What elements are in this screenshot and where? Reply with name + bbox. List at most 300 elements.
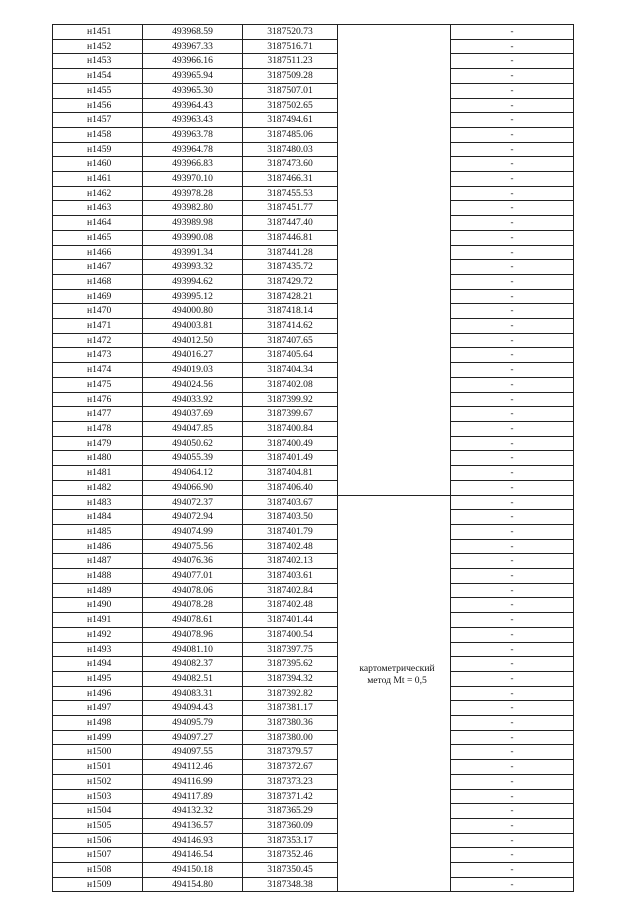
point-id-cell: н1491 [53, 613, 143, 628]
method-cell [338, 54, 451, 69]
y-coordinate-cell: 3187414.62 [243, 319, 338, 334]
table-row [53, 83, 574, 98]
table-row [53, 260, 574, 275]
point-id-cell: н1462 [53, 186, 143, 201]
point-id-cell: н1457 [53, 113, 143, 128]
x-coordinate-cell: 494012.50 [143, 333, 243, 348]
table-row [53, 598, 574, 613]
method-cell [338, 583, 451, 598]
y-coordinate-cell: 3187435.72 [243, 260, 338, 275]
x-coordinate-cell: 493965.94 [143, 69, 243, 84]
method-cell [338, 716, 451, 731]
table-row [53, 186, 574, 201]
table-row [53, 304, 574, 319]
x-coordinate-cell: 494072.37 [143, 495, 243, 510]
y-coordinate-cell: 3187429.72 [243, 274, 338, 289]
table-row [53, 421, 574, 436]
x-coordinate-cell: 493978.28 [143, 186, 243, 201]
precision-cell: - [451, 510, 574, 525]
x-coordinate-cell: 494074.99 [143, 524, 243, 539]
method-cell [338, 848, 451, 863]
point-id-cell: н1470 [53, 304, 143, 319]
x-coordinate-cell: 494083.31 [143, 686, 243, 701]
x-coordinate-cell: 494024.56 [143, 377, 243, 392]
x-coordinate-cell: 494003.81 [143, 319, 243, 334]
precision-cell: - [451, 142, 574, 157]
y-coordinate-cell: 3187480.03 [243, 142, 338, 157]
y-coordinate-cell: 3187399.67 [243, 407, 338, 422]
precision-cell: - [451, 98, 574, 113]
method-label-line1: картометрический [359, 663, 435, 674]
y-coordinate-cell: 3187373.23 [243, 774, 338, 789]
point-id-cell: н1461 [53, 172, 143, 187]
precision-cell: - [451, 392, 574, 407]
table-row [53, 98, 574, 113]
method-cell [338, 730, 451, 745]
table-row [53, 25, 574, 40]
method-cell [338, 451, 451, 466]
table-row [53, 760, 574, 775]
x-coordinate-cell: 494033.92 [143, 392, 243, 407]
precision-cell: - [451, 524, 574, 539]
table-row [53, 569, 574, 584]
method-cell [338, 392, 451, 407]
table-row [53, 818, 574, 833]
table-row [53, 686, 574, 701]
precision-cell: - [451, 274, 574, 289]
table-row [53, 524, 574, 539]
y-coordinate-cell: 3187395.62 [243, 657, 338, 672]
table-row [53, 274, 574, 289]
x-coordinate-cell: 494019.03 [143, 363, 243, 378]
point-id-cell: н1472 [53, 333, 143, 348]
table-row [53, 804, 574, 819]
point-id-cell: н1458 [53, 127, 143, 142]
method-cell [338, 877, 451, 892]
y-coordinate-cell: 3187379.57 [243, 745, 338, 760]
x-coordinate-cell: 494050.62 [143, 436, 243, 451]
y-coordinate-cell: 3187371.42 [243, 789, 338, 804]
table-row [53, 113, 574, 128]
x-coordinate-cell: 493968.59 [143, 25, 243, 40]
method-cell [338, 760, 451, 775]
point-id-cell: н1476 [53, 392, 143, 407]
x-coordinate-cell: 493963.78 [143, 127, 243, 142]
point-id-cell: н1469 [53, 289, 143, 304]
x-coordinate-cell: 494097.27 [143, 730, 243, 745]
method-label [342, 663, 452, 686]
precision-cell: - [451, 495, 574, 510]
x-coordinate-cell: 494047.85 [143, 421, 243, 436]
method-cell [338, 686, 451, 701]
coordinates-table-body [53, 25, 574, 892]
precision-cell: - [451, 54, 574, 69]
point-id-cell: н1490 [53, 598, 143, 613]
table-row [53, 407, 574, 422]
precision-cell: - [451, 333, 574, 348]
x-coordinate-cell: 493982.80 [143, 201, 243, 216]
x-coordinate-cell: 494016.27 [143, 348, 243, 363]
precision-cell: - [451, 701, 574, 716]
method-cell [338, 495, 451, 510]
table-row [53, 363, 574, 378]
table-row [53, 833, 574, 848]
table-row [53, 142, 574, 157]
precision-cell: - [451, 436, 574, 451]
point-id-cell: н1492 [53, 627, 143, 642]
x-coordinate-cell: 494077.01 [143, 569, 243, 584]
precision-cell: - [451, 863, 574, 878]
coordinates-table [52, 24, 574, 892]
table-row [53, 774, 574, 789]
method-cell [338, 127, 451, 142]
point-id-cell: н1502 [53, 774, 143, 789]
precision-cell: - [451, 451, 574, 466]
x-coordinate-cell: 494055.39 [143, 451, 243, 466]
point-id-cell: н1484 [53, 510, 143, 525]
table-row [53, 54, 574, 69]
point-id-cell: н1473 [53, 348, 143, 363]
table-row [53, 716, 574, 731]
precision-cell: - [451, 127, 574, 142]
x-coordinate-cell: 494081.10 [143, 642, 243, 657]
point-id-cell: н1498 [53, 716, 143, 731]
method-cell [338, 569, 451, 584]
y-coordinate-cell: 3187397.75 [243, 642, 338, 657]
method-cell [338, 363, 451, 378]
precision-cell: - [451, 157, 574, 172]
x-coordinate-cell: 494075.56 [143, 539, 243, 554]
point-id-cell: н1495 [53, 671, 143, 686]
point-id-cell: н1471 [53, 319, 143, 334]
precision-cell: - [451, 569, 574, 584]
x-coordinate-cell: 493967.33 [143, 39, 243, 54]
table-row [53, 39, 574, 54]
method-cell [338, 480, 451, 495]
x-coordinate-cell: 494154.80 [143, 877, 243, 892]
precision-cell: - [451, 730, 574, 745]
point-id-cell: н1503 [53, 789, 143, 804]
precision-cell: - [451, 554, 574, 569]
point-id-cell: н1474 [53, 363, 143, 378]
method-cell [338, 142, 451, 157]
method-cell [338, 289, 451, 304]
table-row [53, 377, 574, 392]
x-coordinate-cell: 493990.08 [143, 230, 243, 245]
x-coordinate-cell: 494078.06 [143, 583, 243, 598]
point-id-cell: н1453 [53, 54, 143, 69]
method-cell [338, 789, 451, 804]
y-coordinate-cell: 3187401.79 [243, 524, 338, 539]
point-id-cell: н1467 [53, 260, 143, 275]
point-id-cell: н1487 [53, 554, 143, 569]
x-coordinate-cell: 493965.30 [143, 83, 243, 98]
precision-cell: - [451, 113, 574, 128]
point-id-cell: н1460 [53, 157, 143, 172]
precision-cell: - [451, 186, 574, 201]
x-coordinate-cell: 494136.57 [143, 818, 243, 833]
x-coordinate-cell: 494076.36 [143, 554, 243, 569]
y-coordinate-cell: 3187473.60 [243, 157, 338, 172]
x-coordinate-cell: 494072.94 [143, 510, 243, 525]
y-coordinate-cell: 3187447.40 [243, 216, 338, 231]
y-coordinate-cell: 3187404.81 [243, 466, 338, 481]
precision-cell: - [451, 848, 574, 863]
point-id-cell: н1496 [53, 686, 143, 701]
precision-cell: - [451, 480, 574, 495]
point-id-cell: н1488 [53, 569, 143, 584]
x-coordinate-cell: 494082.37 [143, 657, 243, 672]
table-row [53, 495, 574, 510]
method-cell [338, 319, 451, 334]
point-id-cell: н1481 [53, 466, 143, 481]
y-coordinate-cell: 3187403.67 [243, 495, 338, 510]
method-cell [338, 701, 451, 716]
point-id-cell: н1485 [53, 524, 143, 539]
point-id-cell: н1506 [53, 833, 143, 848]
x-coordinate-cell: 493970.10 [143, 172, 243, 187]
y-coordinate-cell: 3187502.65 [243, 98, 338, 113]
table-row [53, 789, 574, 804]
method-cell [338, 510, 451, 525]
table-row [53, 289, 574, 304]
y-coordinate-cell: 3187418.14 [243, 304, 338, 319]
y-coordinate-cell: 3187400.49 [243, 436, 338, 451]
y-coordinate-cell: 3187466.31 [243, 172, 338, 187]
method-cell [338, 98, 451, 113]
method-cell [338, 421, 451, 436]
table-row [53, 216, 574, 231]
table-row [53, 245, 574, 260]
y-coordinate-cell: 3187405.64 [243, 348, 338, 363]
table-row [53, 436, 574, 451]
point-id-cell: н1452 [53, 39, 143, 54]
y-coordinate-cell: 3187400.84 [243, 421, 338, 436]
x-coordinate-cell: 494117.89 [143, 789, 243, 804]
point-id-cell: н1494 [53, 657, 143, 672]
y-coordinate-cell: 3187406.40 [243, 480, 338, 495]
method-cell [338, 377, 451, 392]
table-row [53, 657, 574, 672]
y-coordinate-cell: 3187516.71 [243, 39, 338, 54]
method-cell [338, 304, 451, 319]
method-cell [338, 524, 451, 539]
precision-cell: - [451, 363, 574, 378]
x-coordinate-cell: 494112.46 [143, 760, 243, 775]
method-cell [338, 25, 451, 40]
method-cell [338, 833, 451, 848]
point-id-cell: н1493 [53, 642, 143, 657]
method-cell [338, 230, 451, 245]
point-id-cell: н1454 [53, 69, 143, 84]
point-id-cell: н1504 [53, 804, 143, 819]
method-cell [338, 186, 451, 201]
y-coordinate-cell: 3187380.00 [243, 730, 338, 745]
x-coordinate-cell: 494082.51 [143, 671, 243, 686]
method-cell [338, 598, 451, 613]
precision-cell: - [451, 407, 574, 422]
table-row [53, 348, 574, 363]
point-id-cell: н1508 [53, 863, 143, 878]
method-cell [338, 642, 451, 657]
point-id-cell: н1466 [53, 245, 143, 260]
x-coordinate-cell: 493993.32 [143, 260, 243, 275]
precision-cell: - [451, 613, 574, 628]
y-coordinate-cell: 3187451.77 [243, 201, 338, 216]
y-coordinate-cell: 3187455.53 [243, 186, 338, 201]
precision-cell: - [451, 818, 574, 833]
y-coordinate-cell: 3187402.08 [243, 377, 338, 392]
y-coordinate-cell: 3187372.67 [243, 760, 338, 775]
y-coordinate-cell: 3187394.32 [243, 671, 338, 686]
precision-cell: - [451, 833, 574, 848]
precision-cell: - [451, 83, 574, 98]
y-coordinate-cell: 3187353.17 [243, 833, 338, 848]
x-coordinate-cell: 494146.93 [143, 833, 243, 848]
point-id-cell: н1459 [53, 142, 143, 157]
y-coordinate-cell: 3187365.29 [243, 804, 338, 819]
table-row [53, 671, 574, 686]
y-coordinate-cell: 3187428.21 [243, 289, 338, 304]
x-coordinate-cell: 494064.12 [143, 466, 243, 481]
y-coordinate-cell: 3187402.13 [243, 554, 338, 569]
precision-cell: - [451, 598, 574, 613]
method-cell [338, 69, 451, 84]
x-coordinate-cell: 493995.12 [143, 289, 243, 304]
method-cell [338, 348, 451, 363]
point-id-cell: н1456 [53, 98, 143, 113]
y-coordinate-cell: 3187494.61 [243, 113, 338, 128]
x-coordinate-cell: 493964.43 [143, 98, 243, 113]
y-coordinate-cell: 3187399.92 [243, 392, 338, 407]
table-row [53, 172, 574, 187]
table-row [53, 745, 574, 760]
point-id-cell: н1499 [53, 730, 143, 745]
precision-cell: - [451, 583, 574, 598]
y-coordinate-cell: 3187509.28 [243, 69, 338, 84]
method-cell [338, 863, 451, 878]
y-coordinate-cell: 3187520.73 [243, 25, 338, 40]
x-coordinate-cell: 493989.98 [143, 216, 243, 231]
method-cell [338, 260, 451, 275]
y-coordinate-cell: 3187404.34 [243, 363, 338, 378]
point-id-cell: н1475 [53, 377, 143, 392]
x-coordinate-cell: 494095.79 [143, 716, 243, 731]
x-coordinate-cell: 494078.96 [143, 627, 243, 642]
x-coordinate-cell: 493966.16 [143, 54, 243, 69]
table-row [53, 392, 574, 407]
x-coordinate-cell: 493964.78 [143, 142, 243, 157]
y-coordinate-cell: 3187380.36 [243, 716, 338, 731]
table-row [53, 510, 574, 525]
precision-cell: - [451, 201, 574, 216]
y-coordinate-cell: 3187348.38 [243, 877, 338, 892]
y-coordinate-cell: 3187407.65 [243, 333, 338, 348]
precision-cell: - [451, 539, 574, 554]
table-row [53, 157, 574, 172]
table-row [53, 466, 574, 481]
method-cell [338, 245, 451, 260]
y-coordinate-cell: 3187511.23 [243, 54, 338, 69]
y-coordinate-cell: 3187441.28 [243, 245, 338, 260]
x-coordinate-cell: 494097.55 [143, 745, 243, 760]
y-coordinate-cell: 3187401.44 [243, 613, 338, 628]
x-coordinate-cell: 494116.99 [143, 774, 243, 789]
method-cell [338, 818, 451, 833]
x-coordinate-cell: 494132.32 [143, 804, 243, 819]
method-cell [338, 804, 451, 819]
method-cell [338, 216, 451, 231]
precision-cell: - [451, 260, 574, 275]
precision-cell: - [451, 789, 574, 804]
table-row [53, 319, 574, 334]
precision-cell: - [451, 421, 574, 436]
precision-cell: - [451, 216, 574, 231]
table-row [53, 583, 574, 598]
y-coordinate-cell: 3187403.61 [243, 569, 338, 584]
precision-cell: - [451, 377, 574, 392]
method-cell [338, 436, 451, 451]
precision-cell: - [451, 774, 574, 789]
table-row [53, 201, 574, 216]
precision-cell: - [451, 39, 574, 54]
y-coordinate-cell: 3187446.81 [243, 230, 338, 245]
y-coordinate-cell: 3187402.48 [243, 539, 338, 554]
x-coordinate-cell: 494000.80 [143, 304, 243, 319]
method-cell [338, 466, 451, 481]
method-cell [338, 157, 451, 172]
table-row [53, 642, 574, 657]
precision-cell: - [451, 642, 574, 657]
table-row [53, 627, 574, 642]
precision-cell: - [451, 245, 574, 260]
table-row [53, 333, 574, 348]
y-coordinate-cell: 3187392.82 [243, 686, 338, 701]
precision-cell: - [451, 230, 574, 245]
x-coordinate-cell: 494078.61 [143, 613, 243, 628]
point-id-cell: н1483 [53, 495, 143, 510]
x-coordinate-cell: 493963.43 [143, 113, 243, 128]
point-id-cell: н1468 [53, 274, 143, 289]
y-coordinate-cell: 3187400.54 [243, 627, 338, 642]
point-id-cell: н1463 [53, 201, 143, 216]
precision-cell: - [451, 627, 574, 642]
point-id-cell: н1464 [53, 216, 143, 231]
precision-cell: - [451, 69, 574, 84]
precision-cell: - [451, 289, 574, 304]
x-coordinate-cell: 494150.18 [143, 863, 243, 878]
method-cell [338, 172, 451, 187]
table-row [53, 480, 574, 495]
table-row [53, 613, 574, 628]
method-cell [338, 274, 451, 289]
x-coordinate-cell: 494094.43 [143, 701, 243, 716]
precision-cell: - [451, 804, 574, 819]
precision-cell: - [451, 348, 574, 363]
y-coordinate-cell: 3187350.45 [243, 863, 338, 878]
y-coordinate-cell: 3187352.46 [243, 848, 338, 863]
precision-cell: - [451, 304, 574, 319]
table-row [53, 863, 574, 878]
table-row [53, 539, 574, 554]
table-row [53, 554, 574, 569]
method-cell [338, 407, 451, 422]
table-row [53, 730, 574, 745]
y-coordinate-cell: 3187402.84 [243, 583, 338, 598]
precision-cell: - [451, 745, 574, 760]
x-coordinate-cell: 493994.62 [143, 274, 243, 289]
y-coordinate-cell: 3187485.06 [243, 127, 338, 142]
